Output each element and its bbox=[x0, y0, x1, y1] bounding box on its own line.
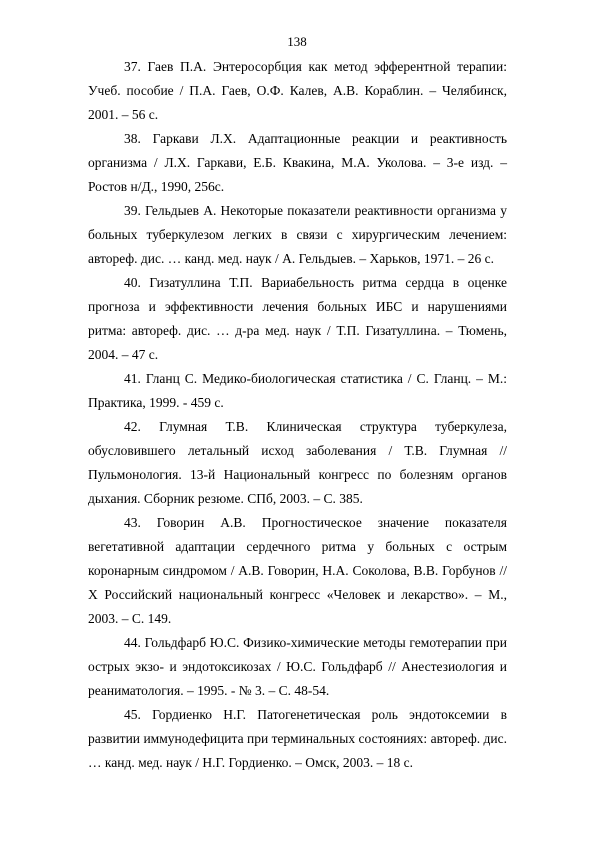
reference-item: 39. Гельдыев А. Некоторые показатели реактивности организма у больных туберкулезом легких в связи с хирургическим лечением: автореф. дис. … канд. мед. наук / А. Гельдыев. – Харьков, 1971. – 26 с. bbox=[88, 203, 507, 266]
reference-item: 41. Гланц С. Медико-биологическая статистика / С. Гланц. – М.: Практика, 1999. - 459 с. bbox=[88, 371, 507, 410]
reference-item: 43. Говорин А.В. Прогностическое значение показателя вегетативной адаптации сердечного ритма у больных с острым коронарным синдромом / А.В. Говорин, Н.А. Соколова, В.В. Горбунов // X Российский национальный конгресс «Человек и лекарство». – М., 2003. – С. 149. bbox=[88, 515, 507, 626]
reference-item: 37. Гаев П.А. Энтеросорбция как метод эфферентной терапии: Учеб. пособие / П.А. Гаев, О.Ф. Калев, А.В. Кораблин. – Челябинск, 2001. – 56 с. bbox=[88, 59, 507, 122]
page-number: 138 bbox=[287, 34, 307, 49]
reference-item: 44. Гольдфарб Ю.С. Физико-химические методы гемотерапии при острых экзо- и эндотоксикозах / Ю.С. Гольдфарб // Анестезиология и реаниматология. – 1995. - № 3. – С. 48-54. bbox=[88, 635, 507, 698]
reference-item: 45. Гордиенко Н.Г. Патогенетическая роль эндотоксемии в развитии иммунодефицита при терминальных состояниях: автореф. дис. … канд. мед. наук / Н.Г. Гордиенко. – Омск, 2003. – 18 с. bbox=[88, 707, 507, 770]
reference-item: 38. Гаркави Л.Х. Адаптационные реакции и реактивность организма / Л.Х. Гаркави, Е.Б. Квакина, М.А. Уколова. – 3-е изд. – Ростов н/Д., 1990, 256с. bbox=[88, 131, 507, 194]
reference-item: 42. Глумная Т.В. Клиническая структура туберкулеза, обусловившего летальный исход заболевания / Т.В. Глумная // Пульмонология. 13-й Национальный конгресс по болезням органов дыхания. Сборник резюме. СПб, 2003. – С. 385. bbox=[88, 419, 507, 506]
reference-list bbox=[88, 55, 507, 775]
reference-item: 40. Гизатуллина Т.П. Вариабельность ритма сердца в оценке прогноза и эффективности лечения больных ИБС и нарушениями ритма: автореф. дис. … д-ра мед. наук / Т.П. Гизатуллина. – Тюмень, 2004. – 47 с. bbox=[88, 275, 507, 362]
